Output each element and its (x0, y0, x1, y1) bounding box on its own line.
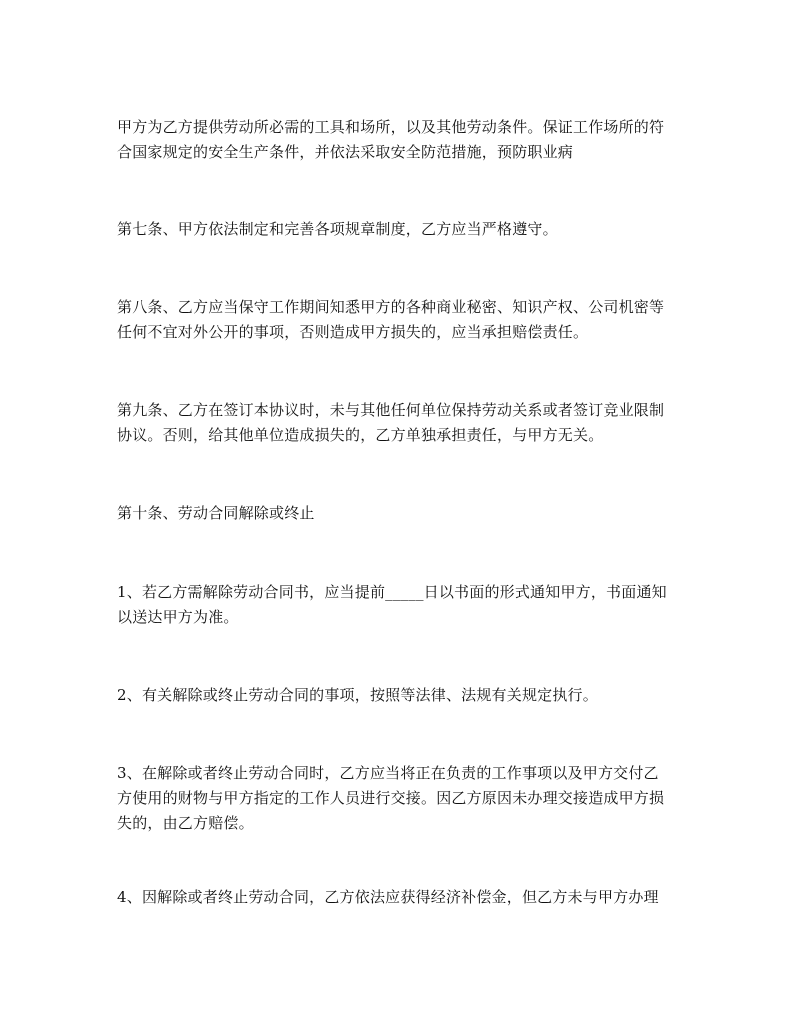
text-line: 1、若乙方需解除劳动合同书，应当提前_____日以书面的形式通知甲方，书面通知 (117, 583, 667, 601)
text-line: 以送达甲方为准。 (117, 608, 239, 626)
text-line: 协议。否则，给其他单位造成损失的，乙方单独承担责任，与甲方无关。 (117, 426, 604, 444)
text-line: 2、有关解除或终止劳动合同的事项，按照等法律、法规有关规定执行。 (117, 686, 598, 704)
text-line: 第八条、乙方应当保守工作期间知悉甲方的各种商业秘密、知识产权、公司机密等 (117, 298, 665, 316)
paragraph-article-8 (117, 295, 687, 345)
paragraph-article-7 (117, 217, 687, 242)
paragraph-clause-1 (117, 580, 687, 630)
paragraph-clause-3 (117, 761, 687, 836)
text-line: 失的，由乙方赔偿。 (117, 814, 254, 832)
text-line: 甲方为乙方提供劳动所必需的工具和场所，以及其他劳动条件。保证工作场所的符 (117, 118, 665, 136)
text-line: 方使用的财物与甲方指定的工作人员进行交接。因乙方原因未办理交接造成甲方损 (117, 789, 665, 807)
text-line: 第七条、甲方依法制定和完善各项规章制度，乙方应当严格遵守。 (117, 220, 558, 238)
paragraph-article-9 (117, 398, 687, 448)
text-line: 3、在解除或者终止劳动合同时，乙方应当将正在负责的工作事项以及甲方交付乙 (117, 764, 659, 782)
paragraph-clause-2 (117, 683, 687, 708)
paragraph-clause-4 (117, 885, 687, 910)
text-line: 第十条、劳动合同解除或终止 (117, 504, 315, 522)
paragraph-article-10-heading (117, 501, 687, 526)
text-line: 4、因解除或者终止劳动合同，乙方依法应获得经济补偿金，但乙方未与甲方办理 (117, 888, 659, 906)
text-line: 任何不宜对外公开的事项，否则造成甲方损失的，应当承担赔偿责任。 (117, 323, 589, 341)
text-line: 合国家规定的安全生产条件，并依法采取安全防范措施，预防职业病 (117, 143, 574, 161)
text-line: 第九条、乙方在签订本协议时，未与其他任何单位保持劳动关系或者签订竞业限制 (117, 401, 665, 419)
paragraph-work-conditions (117, 115, 687, 165)
